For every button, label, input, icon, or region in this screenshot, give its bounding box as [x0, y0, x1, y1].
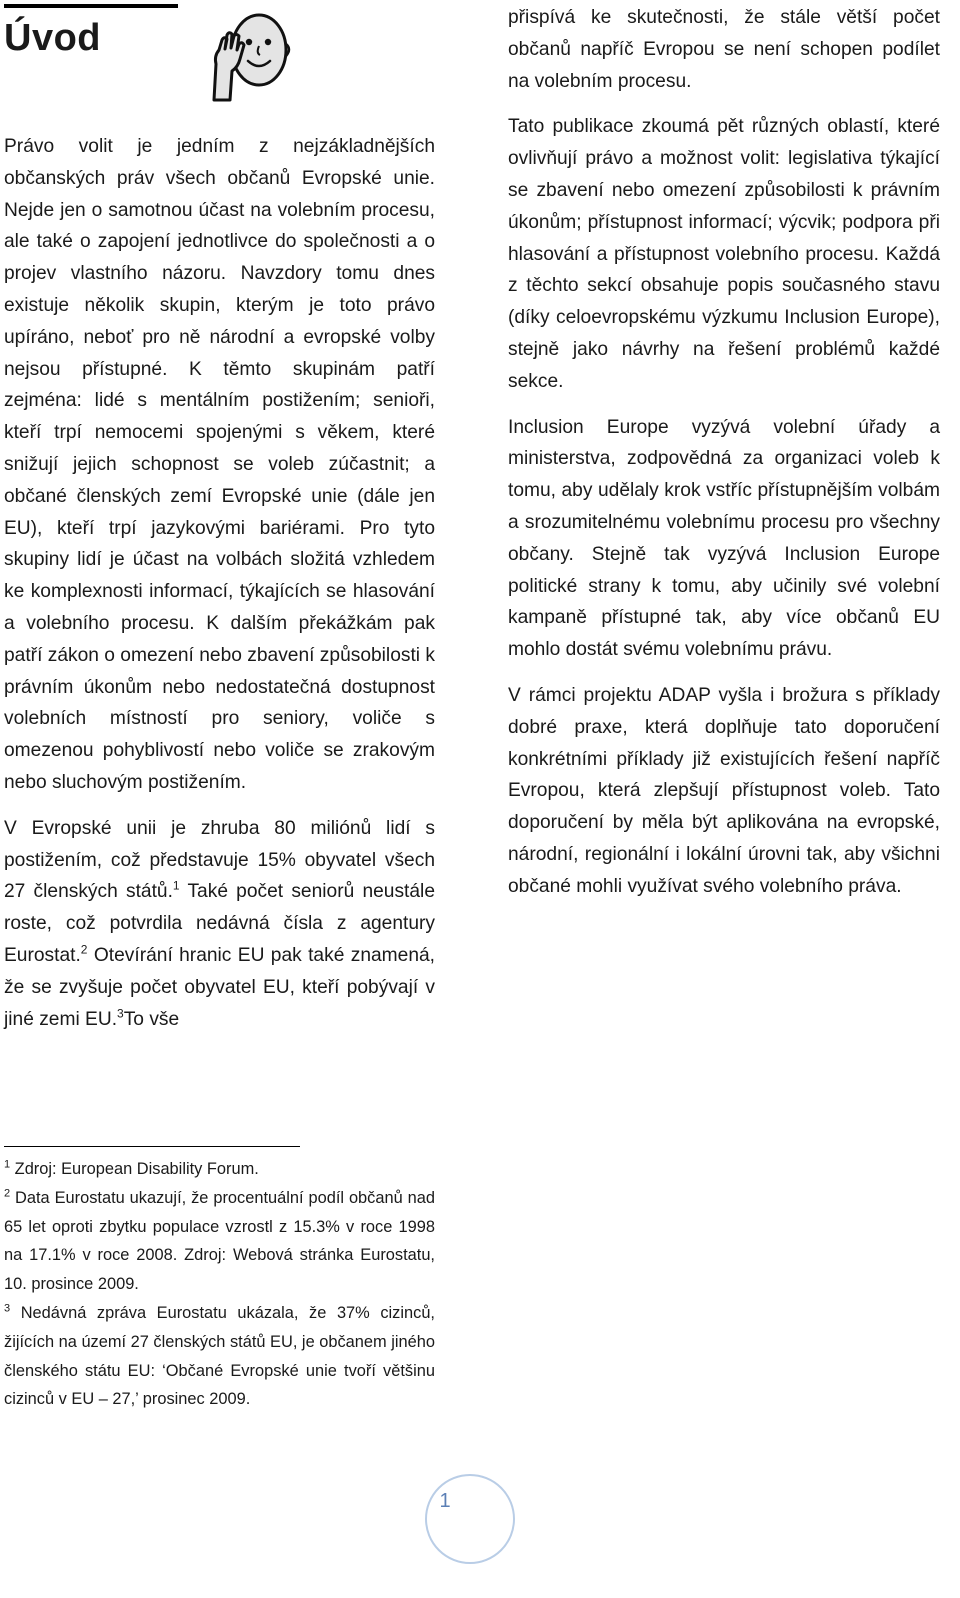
footnote-separator — [4, 1146, 300, 1147]
footnote-text: Data Eurostatu ukazují, že procentuální podíl občanů nad 65 let oproti zbytku populace vzrostl z 15.3% v roce 1998 na 17.1% v roce 2008. Zdroj: Webová stránka Eurostatu, 10. prosince 2009. — [4, 1188, 435, 1294]
footnote-number: 2 — [4, 1187, 11, 1200]
statistics-text-c: Otevírání hranic EU pak také znamená, že se zvyšuje počet obyvatel EU, kteří pobývají v jiné zemi EU. — [4, 944, 435, 1030]
adap-project-paragraph: V rámci projektu ADAP vyšla i brožura s příklady dobré praxe, která doplňuje tato doporučení konkrétními příklady již existujících řešení napříč Evropou, která zlepšují přístupnost voleb. Tato doporučení by měla být aplikována na evropské, národní, regionální i lokální úrovni tak, aby všichni občané mohli využívat svého volebního práva. — [508, 684, 940, 897]
statistics-text-d: To vše — [123, 1008, 180, 1030]
right-column — [508, 2, 940, 917]
page-number: 1 — [439, 1490, 451, 1512]
footnote — [4, 1155, 435, 1184]
statistics-paragraph — [4, 813, 435, 1036]
intro-paragraph: Právo volit je jedním z nejzákladnějších občanských práv všech občanů Evropské unie. Nejde jen o samotnou účast na volebním procesu, ale také o zapojení jednotlivce do společnosti a o projev vlastního názoru. Navzdory tomu dnes existuje několik skupin, kterým je toto právo upíráno, neboť pro ně národní a evropské volby nejsou přístupné. K těmto skupinám patří zejména: lidé s mentálním postižením; senioři, kteří trpí nemocemi spojenými s věkem, které snižují jejich schopnost se voleb zúčastnit; a občané členských zemí Evropské unie (dále jen EU), kteří trpí jazykovými bariérami. Pro tyto skupiny lidí je účast na volbách složitá vzhledem ke komplexnosti informací, týkajících se hlasování a volebního procesu. K dalším překážkám pak patří zákon o omezení nebo zbavení způsobilosti k právním úkonům nebo nedostatečná dostupnost volebních místností pro seniory, voliče s omezenou pohyblivostí nebo voliče se zrakovým nebo sluchovým postižením. — [4, 136, 435, 793]
call-to-action-paragraph: Inclusion Europe vyzývá volební úřady a ministerstva, zodpovědná za organizaci voleb k tomu, aby udělaly krok vstříc přístupnějším volbám a srozumitelnému volebnímu procesu pro všechny občany. Stejně tak vyzývá Inclusion Europe politické strany k tomu, aby učinily své volební kampaně přístupné tak, aby více občanů EU mohlo dostát svému volebnímu právu. — [508, 416, 940, 661]
footnotes — [4, 1155, 435, 1414]
footnote-text: Zdroj: European Disability Forum. — [10, 1160, 259, 1178]
continuation-paragraph: přispívá ke skutečnosti, že stále větší počet občanů napříč Evropou se není schopen podílet na volebním procesu. — [508, 7, 940, 92]
page-number-circle — [425, 1474, 515, 1564]
title-top-rule — [4, 4, 178, 8]
footnote-ref-3[interactable]: 3 — [117, 1006, 124, 1021]
publication-scope-paragraph: Tato publikace zkoumá pět různých oblastí, které ovlivňují právo a možnost volit: legislativa týkající se zbavení nebo omezení způsobilosti k právním úkonům; přístupnost informací; výcvik; podpora při hlasování a přístupnost volebního procesu. Každá z těchto sekcí obsahuje popis současného stavu (díky celoevropskému výzkumu Inclusion Europe), stejně jako návrhy na řešení problémů každé sekce. — [508, 116, 940, 392]
statistics-text-b: Také počet seniorů neustále roste, což potvrdila nedávná čísla z agentury Eurostat. — [4, 881, 435, 966]
left-column — [4, 131, 435, 1049]
footnote — [4, 1184, 435, 1299]
footnote-text: Nedávná zpráva Eurostatu ukázala, že 37% cizinců, žijících na území 27 členských států EU, je občanem jiného členského státu EU: ‘Občané Evropské unie tvoří většinu cizinců v EU – 27,’ prosinec 2009. — [4, 1303, 435, 1409]
footnote-ref-2[interactable]: 2 — [80, 942, 88, 957]
waving-person-icon — [202, 6, 298, 102]
page-title: Úvod — [4, 17, 101, 59]
footnote-ref-1[interactable]: 1 — [172, 878, 180, 893]
footnote — [4, 1299, 435, 1414]
statistics-text-a: V Evropské unii je zhruba 80 miliónů lidí s postižením, což představuje 15% obyvatel všech 27 členských států. — [4, 817, 435, 903]
footnote-number: 3 — [4, 1302, 11, 1315]
footnote-number: 1 — [4, 1158, 11, 1171]
